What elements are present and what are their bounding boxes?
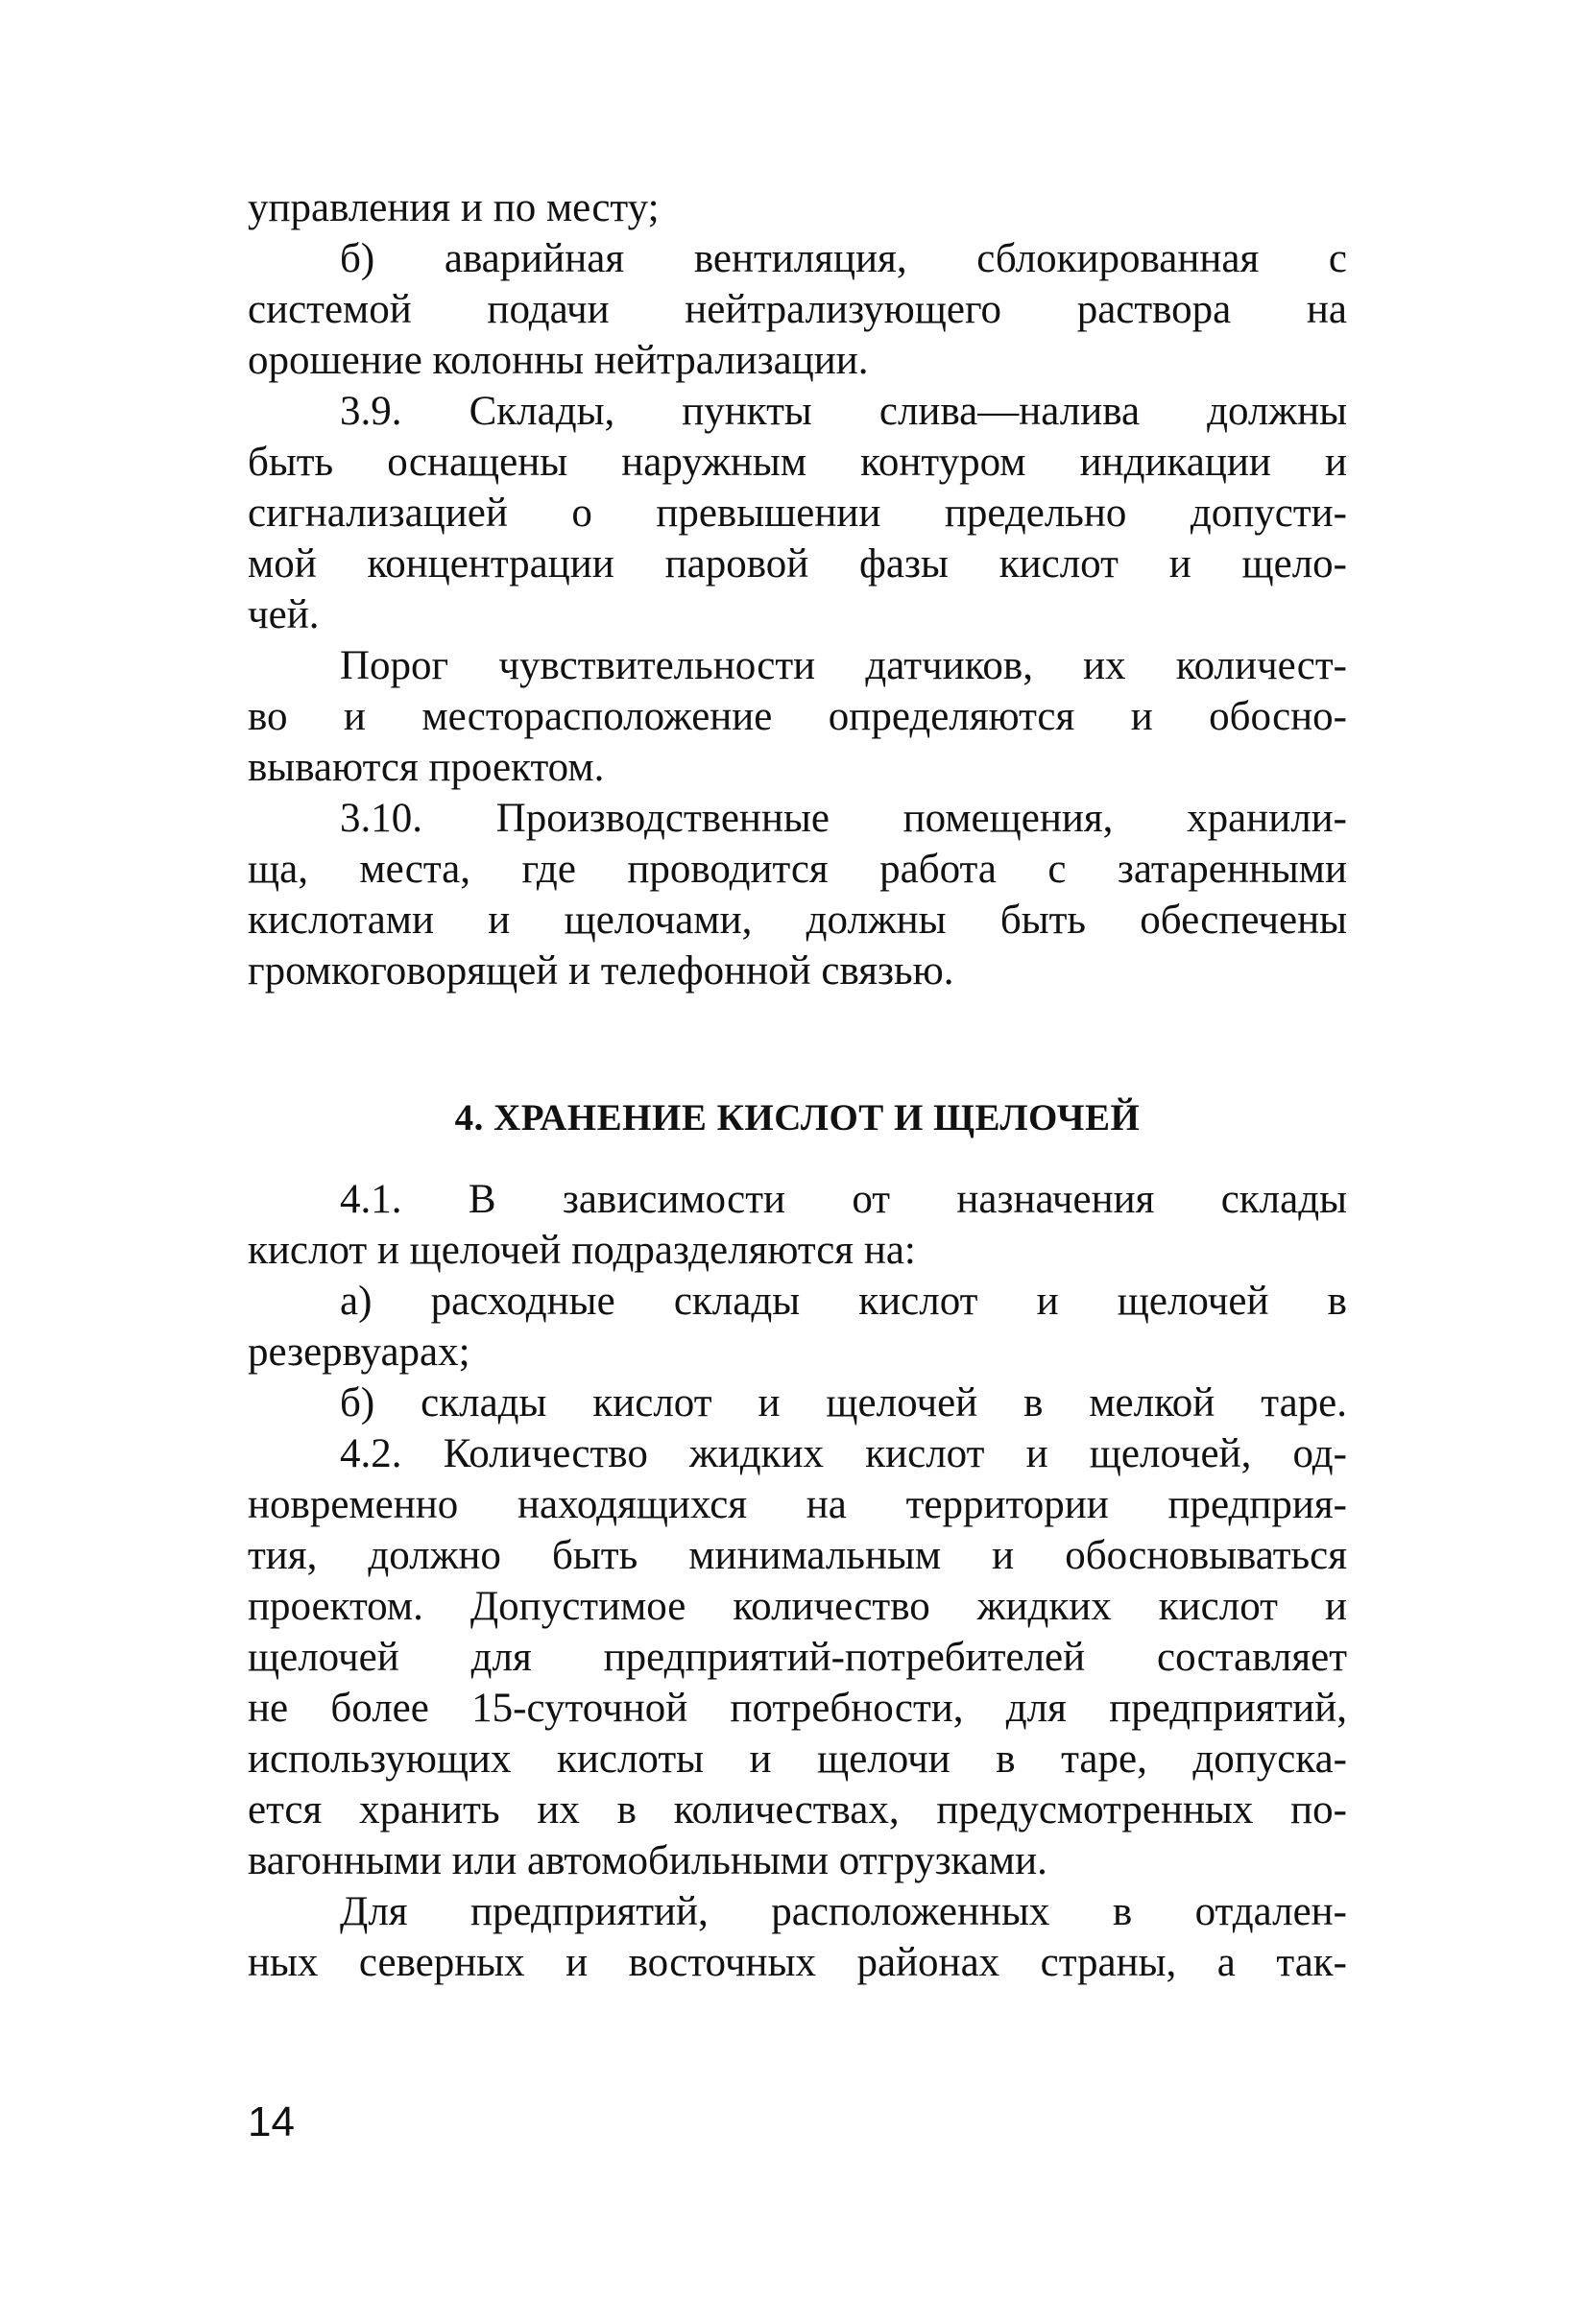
text-line: чей. [248, 592, 320, 637]
text-line: Для предприятий, расположенных в отдален- [340, 1889, 1347, 1934]
text-line: системой подачи нейтрализующего раствора на [248, 287, 1347, 332]
text-line: вываются проектом. [248, 745, 605, 790]
text-line: кислотами и щелочами, должны быть обеспечены [248, 898, 1347, 943]
text-line: 3.10. Производственные помещения, хранили- [340, 796, 1347, 841]
text-line: 4.1. В зависимости от назначения склады [340, 1177, 1347, 1222]
text-line: ща, места, где проводится работа с затаренными [248, 847, 1347, 892]
text-line: быть оснащены наружным контуром индикации и [248, 440, 1347, 485]
text-line: новременно находящихся на территории предприя- [248, 1482, 1347, 1527]
text-line: вагонными или автомобильными отгрузками. [248, 1838, 1047, 1883]
text-line: громкоговорящей и телефонной связью. [248, 948, 954, 994]
text-block-top [248, 182, 1347, 996]
text-block-bottom [248, 1174, 1347, 1988]
text-line: 3.9. Склады, пункты слива—налива должны [340, 389, 1347, 434]
text-line: б) аварийная вентиляция, сблокированная с [340, 236, 1347, 281]
text-line: б) склады кислот и щелочей в мелкой таре. [340, 1380, 1347, 1426]
text-line: щелочей для предприятий-потребителей составляет [248, 1635, 1347, 1680]
text-line: во и месторасположение определяются и обосно- [248, 694, 1347, 739]
text-line: проектом. Допустимое количество жидких кислот и [248, 1584, 1347, 1629]
text-line: резервуарах; [248, 1330, 470, 1375]
text-line: Порог чувствительности датчиков, их количест- [340, 643, 1347, 688]
text-line: кислот и щелочей подразделяются на: [248, 1228, 916, 1273]
text-line: орошение колонны нейтрализации. [248, 338, 869, 383]
text-line: мой концентрации паровой фазы кислот и щело- [248, 541, 1347, 587]
text-line: тия, должно быть минимальным и обосновываться [248, 1533, 1347, 1578]
text-line: использующих кислоты и щелочи в таре, допуска- [248, 1737, 1347, 1782]
text-line: управления и по месту; [248, 185, 660, 230]
text-line: не более 15-суточной потребности, для предприятий, [248, 1686, 1347, 1731]
page-number: 14 [248, 2098, 295, 2145]
text-line: сигнализацией о превышении предельно допусти- [248, 491, 1347, 536]
text-line: 4.2. Количество жидких кислот и щелочей, од- [340, 1431, 1347, 1476]
section-heading: 4. ХРАНЕНИЕ КИСЛОТ И ЩЕЛОЧЕЙ [454, 1097, 1141, 1138]
text-line: ных северных и восточных районах страны, а так- [248, 1940, 1347, 1985]
text-line: а) расходные склады кислот и щелочей в [340, 1279, 1347, 1324]
text-line: ется хранить их в количествах, предусмотренных по- [248, 1787, 1347, 1833]
